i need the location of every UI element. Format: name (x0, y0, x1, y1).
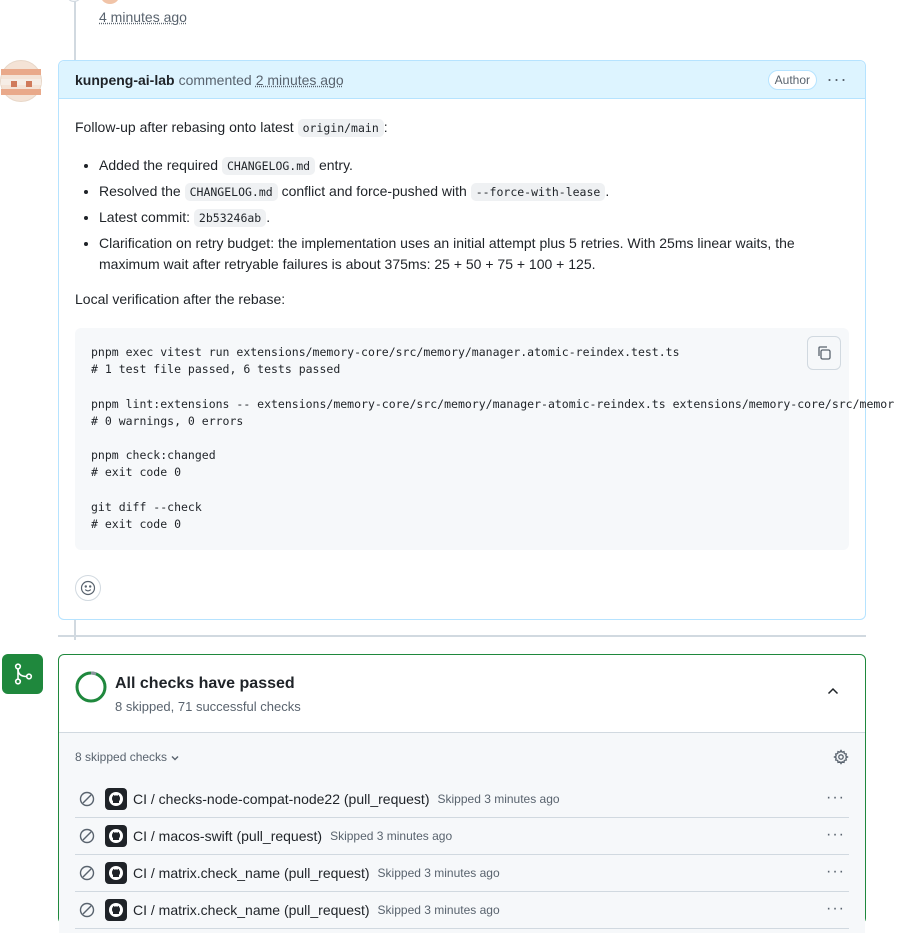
copy-icon (816, 345, 832, 361)
check-options-icon[interactable]: ··· (826, 900, 845, 917)
check-name[interactable]: CI / checks-node-compat-node22 (pull_request) (133, 791, 430, 807)
git-merge-icon (12, 662, 34, 686)
checks-list (59, 733, 865, 933)
comment-card (58, 60, 895, 620)
list-item: • Latest commit: 2b53246ab . (99, 207, 849, 229)
code-block (75, 328, 895, 550)
check-row[interactable] (75, 781, 849, 818)
check-options-icon[interactable]: ··· (826, 826, 845, 843)
skipped-checks-header (75, 733, 849, 781)
smiley-icon (80, 580, 96, 596)
author-badge: Author (768, 70, 817, 90)
bullet-list (99, 155, 849, 275)
checks-success-ring-icon (75, 671, 107, 703)
comment-options-icon[interactable]: ··· (826, 69, 848, 89)
list-item: • Clarification on retry budget: the implementation uses an initial attempt plus 5 retries. With 25ms linear waits, the maximum wait after retryable failures is about 375ms: 25 + 50 + 75 + 100 + 125. (99, 233, 849, 275)
previous-timeline-event (60, 0, 900, 6)
check-row[interactable] (75, 892, 849, 929)
comment-timestamp[interactable]: 2 minutes ago (255, 71, 344, 88)
check-status: Skipped 3 minutes ago (437, 792, 560, 806)
check-name[interactable]: CI / macos-swift (pull_request) (133, 828, 323, 844)
comment-author[interactable]: kunpeng-ai-lab (75, 71, 175, 88)
avatar[interactable] (100, 0, 120, 4)
comment-body (59, 99, 895, 550)
github-app-icon (105, 788, 127, 810)
github-app-icon (105, 899, 127, 921)
comment-header (59, 61, 865, 99)
check-row[interactable] (75, 855, 849, 892)
gear-icon[interactable] (833, 749, 849, 765)
skipped-icon (79, 865, 95, 881)
checks-panel (58, 654, 866, 924)
skipped-icon (79, 902, 95, 918)
add-reaction-button[interactable] (75, 575, 101, 601)
chevron-up-icon[interactable] (825, 683, 841, 699)
merge-status-badge (2, 654, 43, 694)
checks-subtitle: 8 skipped, 71 successful checks (115, 699, 301, 714)
github-app-icon (105, 862, 127, 884)
verification-label: Local verification after the rebase: (75, 291, 286, 307)
check-status: Skipped 3 minutes ago (377, 903, 500, 917)
event-timestamp-link[interactable]: 4 minutes ago (99, 9, 187, 25)
chevron-down-icon (170, 753, 180, 763)
avatar[interactable] (0, 60, 42, 102)
skipped-icon (79, 828, 95, 844)
check-status: Skipped 3 minutes ago (377, 866, 500, 880)
github-app-icon (105, 825, 127, 847)
check-status: Skipped 3 minutes ago (330, 829, 453, 843)
event-icon (66, 0, 82, 2)
checks-title: All checks have passed (115, 675, 295, 692)
check-name[interactable]: CI / matrix.check_name (pull_request) (133, 902, 370, 918)
check-options-icon[interactable]: ··· (826, 789, 845, 806)
list-item: • Resolved the CHANGELOG.md conflict and force-pushed with --force-with-lease . (99, 181, 849, 203)
skipped-checks-toggle[interactable]: 8 skipped checks (75, 750, 180, 764)
timeline-divider (58, 635, 866, 637)
check-options-icon[interactable]: ··· (826, 863, 845, 880)
check-rows (75, 781, 849, 929)
copy-button[interactable] (807, 336, 841, 370)
intro-paragraph: Follow-up after rebasing onto latest origin/main : (75, 119, 388, 135)
list-item: • Added the required CHANGELOG.md entry. (99, 155, 849, 177)
comment-verb: commented (178, 71, 252, 88)
code-content: pnpm exec vitest run extensions/memory-core/src/memory/manager.atomic-reindex.test.ts # 1 test file passed, 6 tests passed pnpm lint:extensions -- extensions/memory-core/src/memory/manager-atomic-reindex.ts extensions/memory-core/src/memor # 0 warnings, 0 errors pnpm check:changed # exit code 0 git diff --check # exit code 0 (91, 345, 895, 532)
check-row[interactable] (75, 818, 849, 855)
skipped-icon (79, 791, 95, 807)
checks-summary[interactable] (59, 655, 865, 733)
check-name[interactable]: CI / matrix.check_name (pull_request) (133, 865, 370, 881)
